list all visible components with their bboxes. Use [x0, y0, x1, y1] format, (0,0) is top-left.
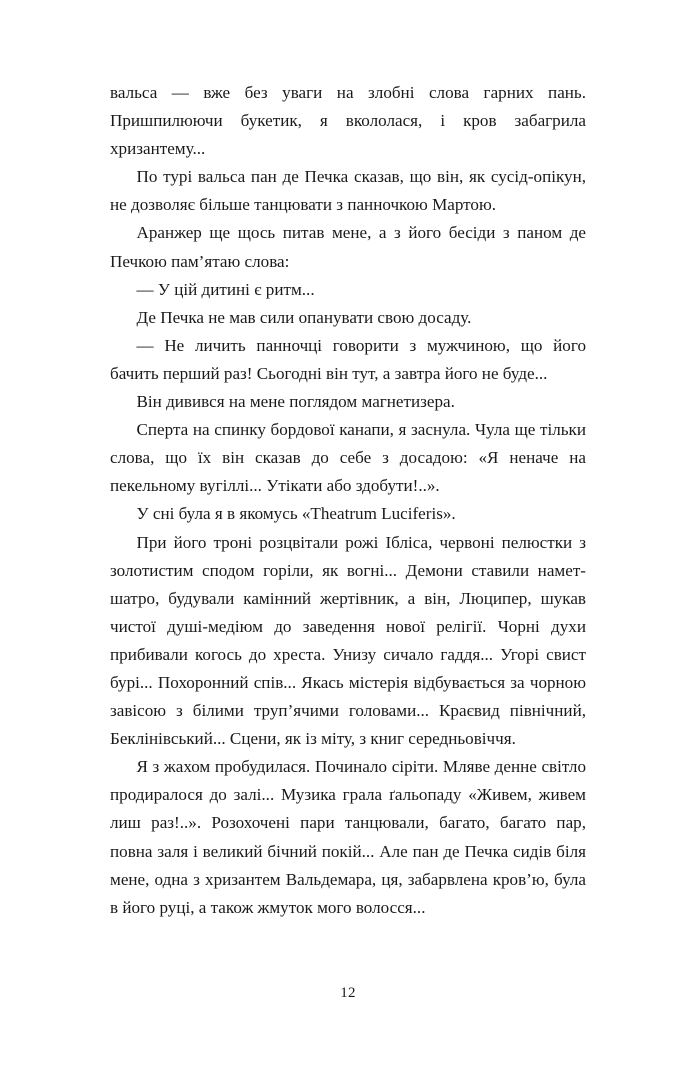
paragraph: — У цій дитині є ритм...	[136, 279, 315, 299]
paragraph: Аранжер ще щось питав мене, а з його бесіди з паном де Печкою пам’ятаю слова:	[110, 223, 586, 271]
page-text-block	[110, 79, 586, 922]
paragraph: При його троні розцвітали рожі Ібліса, червоні пелюстки з золотистим сподом горіли, як вогні... Демони ставили намет-шатро, будували камінний жертівник, а він, Люципер, шукав чистої душі-медіюм до заведення нової релігії. Чорні духи прибивали когось до хреста. Унизу сичало гаддя... Угорі свист бурі... Похоронний спів... Якась містерія відбувається за чорною завісою з білими труп’ячими головами... Краєвид північний, Беклінівський... Сцени, як із міту, з книг середньовіччя.	[110, 532, 586, 749]
paragraph: Сперта на спинку бордової канапи, я заснула. Чула ще тільки слова, що їх він сказав до себе з досадою: «Я неначе на пекельному вугіллі... Утікати або здобути!..».	[110, 420, 586, 496]
paragraph: По турі вальса пан де Печка сказав, що він, як сусід-опікун, не дозволяє більше танцювати з панночкою Мартою.	[110, 167, 586, 215]
paragraph: Де Печка не мав сили опанувати свою досаду.	[136, 307, 472, 327]
page-number: 12	[340, 985, 356, 1001]
paragraph: — Не личить панночці говорити з мужчиною, що його бачить перший раз! Сьогодні він тут, а завтра його не буде...	[110, 335, 586, 383]
paragraph: Він дивився на мене поглядом магнетизера.	[136, 392, 455, 412]
paragraph: вальса — вже без уваги на злобні слова гарних пань. Пришпилюючи букетик, я вкололася, і кров забагрила хризантему...	[110, 83, 586, 159]
paragraph: У сні була я в якомусь «Theatrum Luciferis».	[136, 504, 456, 524]
paragraph: Я з жахом пробудилася. Починало сіріти. Мляве денне світло продиралося до залі... Музика грала ґальопаду «Живем, живем лиш раз!..». Розохочені пари танцювали, багато, багато пар, повна заля і великий бічний покій... Але пан де Печка сидів біля мене, одна з хризантем Вальдемара, ця, забарвлена кров’ю, була в його руці, а також жмуток мого волосся...	[110, 757, 586, 917]
